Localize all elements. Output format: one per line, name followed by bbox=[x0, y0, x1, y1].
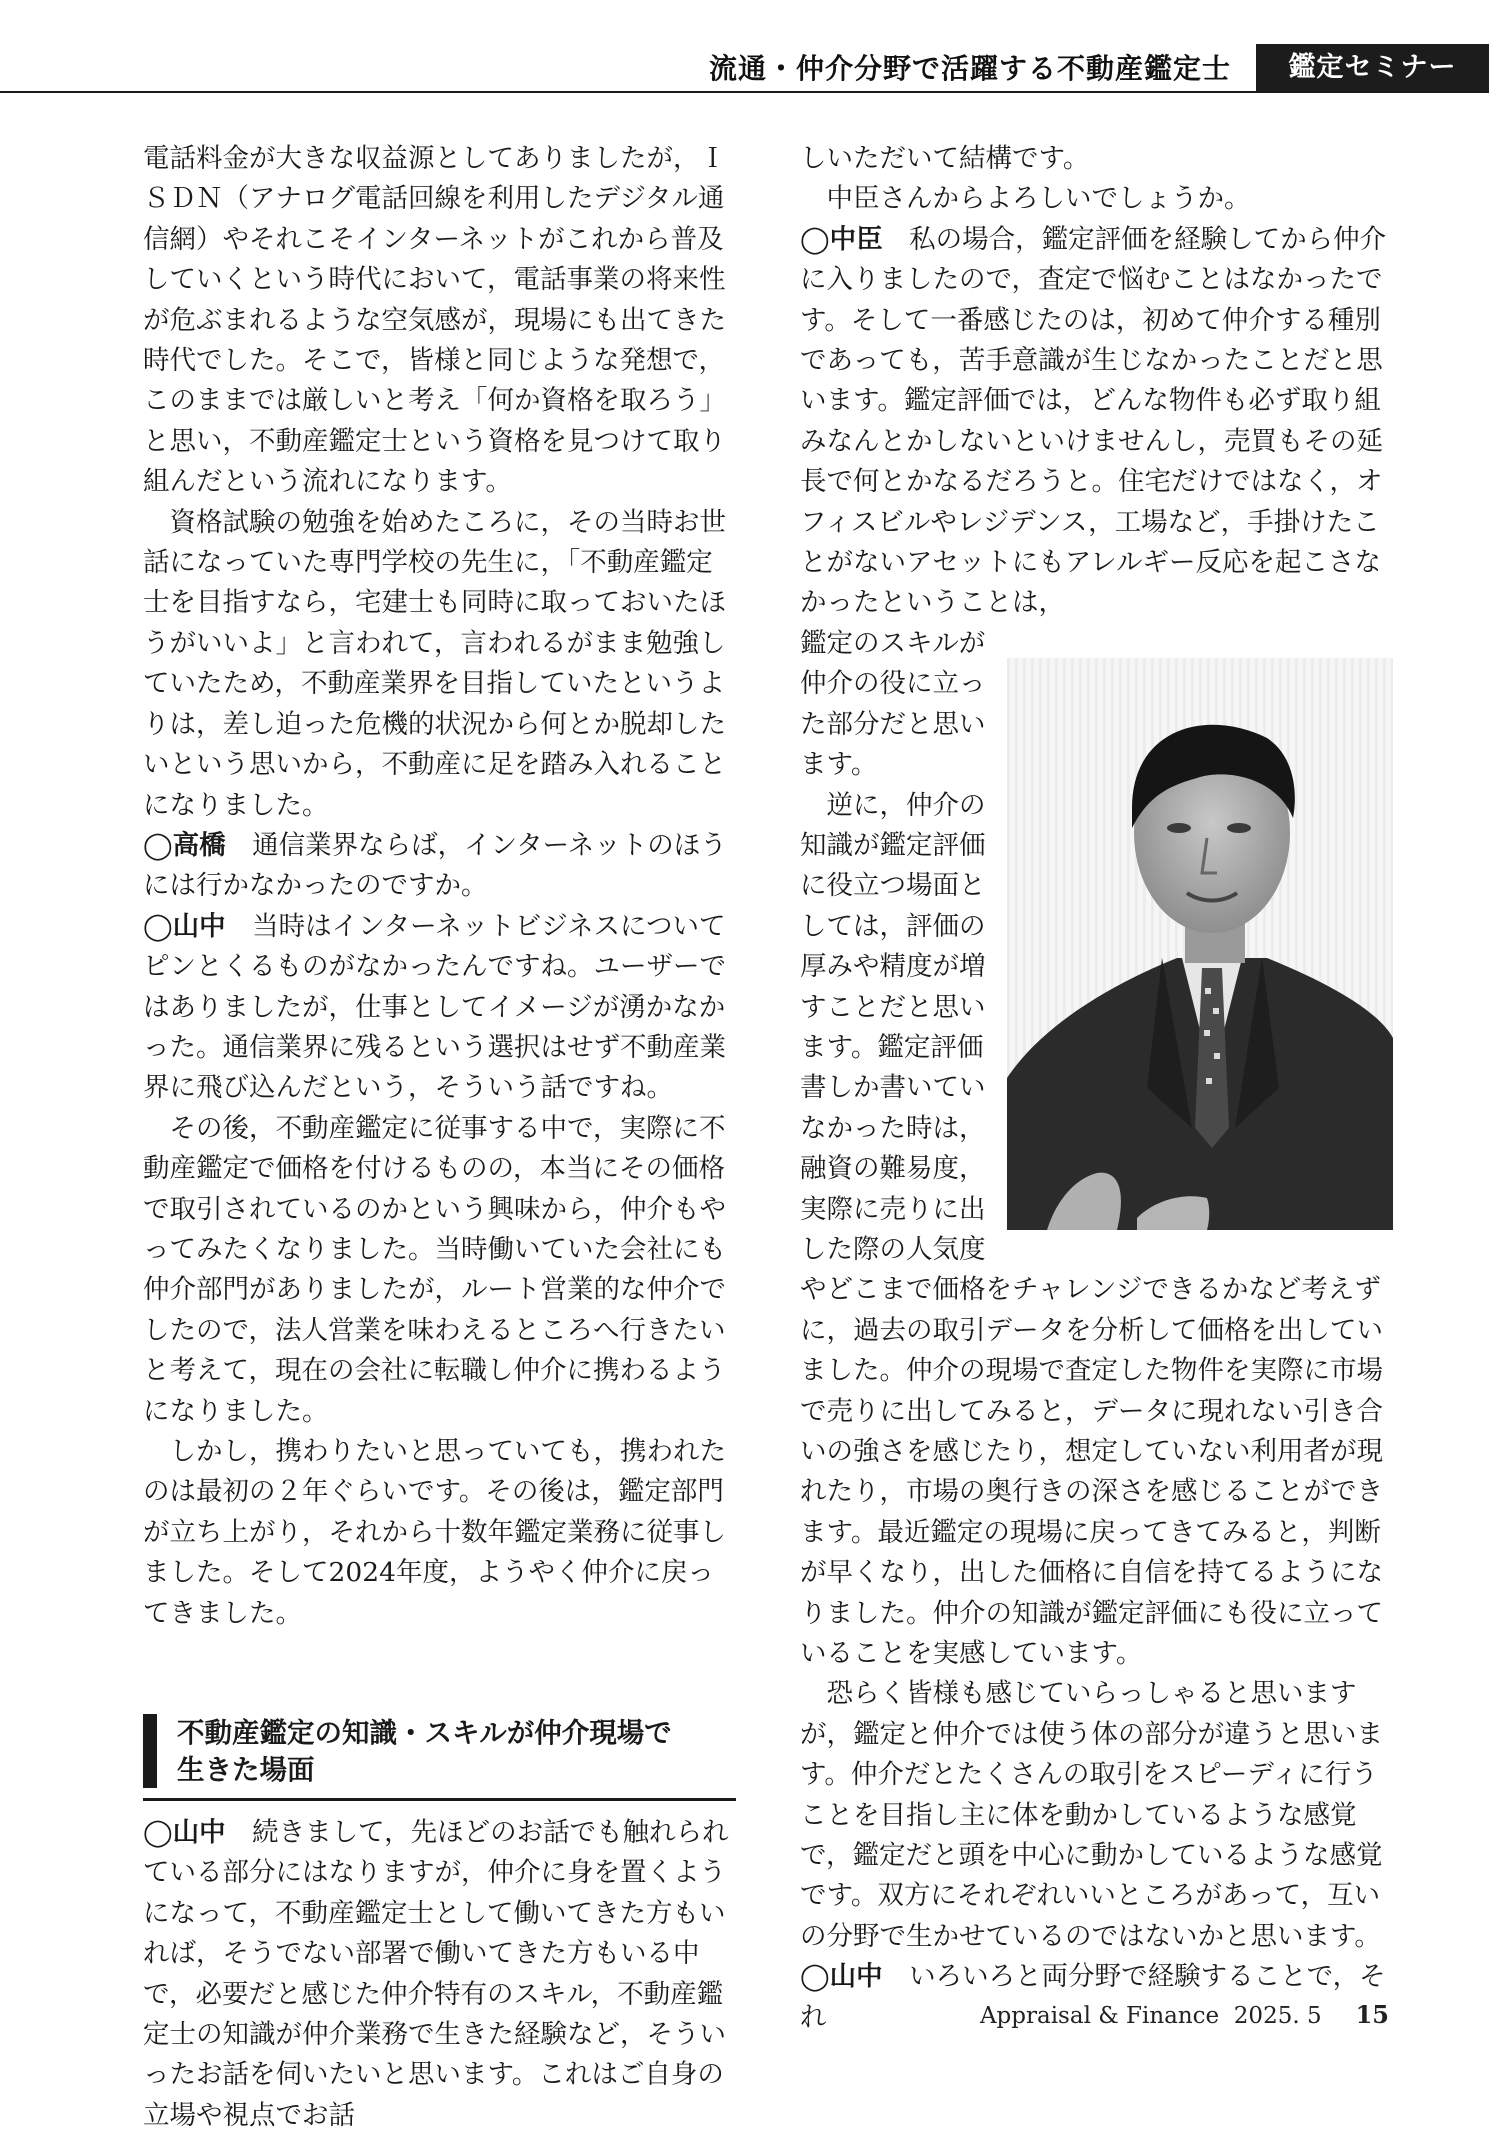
heading-underline bbox=[143, 1798, 736, 1801]
speaker-label: ◯山中 bbox=[800, 1961, 883, 1993]
speech-text: 当時はインターネットビジネスについてピンとくるものがなかったんですね。ユーザーではありましたが，仕事としてイメージが湧かなかった。通信業界に残るという選択はせず不動産業界に飛び込んだという，そういう話ですね。 bbox=[143, 910, 726, 1104]
page-footer bbox=[980, 2000, 1389, 2029]
heading-bar bbox=[143, 1714, 157, 1788]
paragraph: 逆に，仲介の知識が鑑定評価に役立つ場面としては，評価の厚みや精度が増すことだと思います。鑑定評価書しか書いていなかった時は，融資の難易度，実際に売りに出した際の人気度やどこまで価格をチャレンジできるかなど考えずに，過去の取引データを分析して価格を出していました。仲介の現場で査定した物件を実際に市場で売りに出してみると，データに現れない引き合いの強さを感じたり，想定していない利用者が現れたり，市場の奥行きの深さを感じることができます。最近鑑定の現場に戻ってきてみると，判断が早くなり，出した価格に自信を持てるようになりました。仲介の知識が鑑定評価にも役に立っていることを実感しています。 bbox=[800, 789, 1383, 1670]
journal-name: Appraisal & Finance bbox=[979, 2003, 1220, 2029]
section-label: 鑑定セミナー bbox=[1256, 44, 1489, 92]
paragraph: 恐らく皆様も感じていらっしゃると思いますが，鑑定と仲介では使う体の部分が違うと思います。仲介だとたくさんの取引をスピーディに行うことを目指し主に体を動かしているような感覚で，鑑定だと頭を中心に動かしているような感覚です。双方にそれぞれいいところがあって，互いの分野で生かせているのではないかと思います。 bbox=[800, 1678, 1383, 1952]
right-column bbox=[800, 139, 1393, 2038]
paragraph bbox=[143, 907, 736, 1109]
heading-line: 生きた場面 bbox=[177, 1754, 315, 1787]
left-column bbox=[143, 139, 736, 2136]
paragraph bbox=[800, 220, 1393, 624]
paragraph: 資格試験の勉強を始めたころに，その当時お世話になっていた専門学校の先生に，「不動産鑑定士を目指すなら，宅建士も同時に取っておいたほうがいいよ」と言われて，言われるがまま勉強していたため，不動産業界を目指していたというよりは，差し迫った危機的状況から何とか脱却したいという思いから，不動産に足を踏み入れることになりました。 bbox=[143, 506, 726, 821]
speech-text: 続きまして，先ほどのお話でも触れられている部分にはなりますが，仲介に身を置くようになって，不動産鑑定士として働いてきた方もいれば，そうでない部署で働いてきた方もいる中で，必要だと感じた仲介特有のスキル，不動産鑑定士の知識が仲介業務で生きた経験など，そういったお話を伺いたいと思います。これはご自身の立場や視点でお話 bbox=[143, 1817, 729, 2131]
speech-text: いろいろと両分野で経験することで，それ bbox=[800, 1961, 1386, 2033]
header-rule bbox=[0, 91, 1489, 93]
speaker-label: ◯山中 bbox=[143, 1817, 226, 1849]
issue-date: 2025. 5 bbox=[1233, 2003, 1322, 2029]
paragraph bbox=[143, 826, 736, 907]
speaker-photo bbox=[1007, 658, 1393, 1230]
paragraph: 鑑定のスキルが仲介の役に立った部分だと思います。 bbox=[800, 627, 986, 781]
paragraph: その後，不動産鑑定に従事する中で，実際に不動産鑑定で価格を付けるものの，本当にその価格で取引されているのかという興味から，仲介もやってみたくなりました。当時働いていた会社にも仲介部門がありましたが，ルート営業的な仲介でしたので，法人営業を味わえるところへ行きたいと考えて，現在の会社に転職し仲介に携わるようになりました。 bbox=[143, 1112, 726, 1427]
paragraph bbox=[143, 1813, 736, 2136]
speech-text: 私の場合，鑑定評価を経験してから仲介に入りましたので，査定で悩むことはなかったです。そして一番感じたのは，初めて仲介する種別であっても，苦手意識が生じなかったことだと思います。鑑定評価では，どんな物件も必ず取り組みなんとかしないといけませんし，売買もその延長で何とかなるだろうと。住宅だけではなく，オフィスビルやレジデンス，工場など，手掛けたことがないアセットにもアレルギー反応を起こさなかったということは， bbox=[800, 223, 1387, 619]
paragraph: 中臣さんからよろしいでしょうか。 bbox=[826, 183, 1251, 215]
speaker-label: ◯山中 bbox=[143, 910, 226, 942]
running-header-title: 流通・仲介分野で活躍する不動産鑑定士 bbox=[708, 52, 1231, 85]
speaker-label: ◯中臣 bbox=[800, 223, 883, 255]
speech-text: 通信業界ならば，インターネットのほうには行かなかったのですか。 bbox=[143, 829, 727, 902]
speaker-label: ◯高橋 bbox=[143, 829, 226, 861]
paragraph: 電話料金が大きな収益源としてありましたが，ＩＳＤＮ（アナログ電話回線を利用したデジタル通信網）やそれこそインターネットがこれから普及していくという時代において，電話事業の将来性が危ぶまれるような空気感が，現場にも出てきた時代でした。そこで，皆様と同じような発想で，このままでは厳しいと考え「何か資格を取ろう」と思い，不動産鑑定士という資格を見つけて取り組んだという流れになります。 bbox=[143, 143, 726, 498]
paragraph: しかし，携わりたいと思っていても，携われたのは最初の２年ぐらいです。その後は，鑑定部門が立ち上がり，それから十数年鑑定業務に従事しました。そして2024年度，ようやく仲介に戻ってきました。 bbox=[143, 1436, 726, 1629]
page-number: 15 bbox=[1355, 2000, 1389, 2029]
section-heading bbox=[143, 1714, 736, 1793]
portrait-image bbox=[1007, 658, 1393, 1230]
paragraph: しいただいて結構です。 bbox=[800, 143, 1090, 174]
heading-line: 不動産鑑定の知識・スキルが仲介現場で bbox=[177, 1717, 672, 1750]
